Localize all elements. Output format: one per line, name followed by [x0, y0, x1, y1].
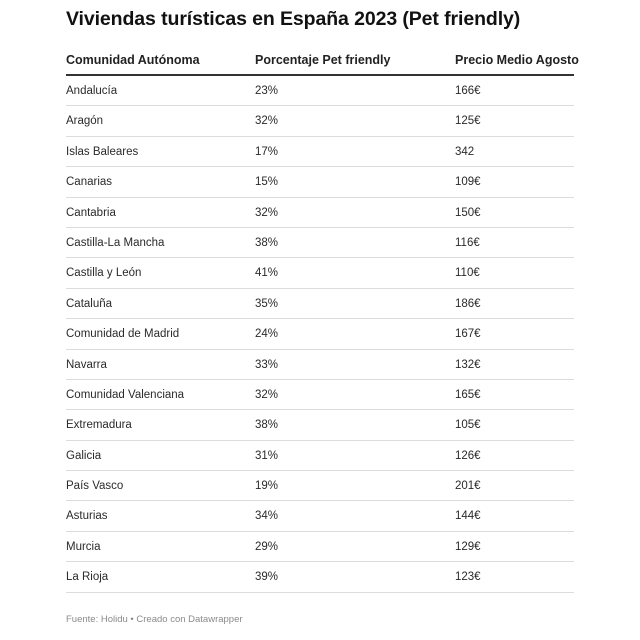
table-row	[66, 501, 574, 531]
table-row	[66, 137, 574, 167]
region-cell: Murcia	[66, 540, 101, 553]
price-cell: 342	[455, 145, 475, 158]
region-cell: País Vasco	[66, 480, 124, 493]
table-row	[66, 441, 574, 471]
region-cell: Castilla-La Mancha	[66, 236, 165, 249]
table-row	[66, 562, 574, 592]
data-table	[66, 44, 579, 593]
pet-friendly-cell: 38%	[255, 419, 279, 432]
chart-title: Viviendas turísticas en España 2023 (Pet friendly)	[66, 8, 521, 30]
price-cell: 123€	[455, 571, 481, 584]
region-cell: Aragón	[66, 115, 104, 128]
price-cell: 105€	[455, 419, 481, 432]
pet-friendly-cell: 15%	[255, 176, 279, 189]
table-row	[66, 198, 574, 228]
price-cell: 166€	[455, 85, 481, 97]
table-row	[66, 289, 574, 319]
pet-friendly-cell: 24%	[255, 328, 279, 341]
column-header-pet-friendly: Porcentaje Pet friendly	[255, 53, 391, 67]
price-cell: 186€	[455, 297, 481, 310]
pet-friendly-cell: 39%	[255, 571, 279, 584]
table-row	[66, 167, 574, 197]
price-cell: 132€	[455, 358, 481, 371]
region-cell: Comunidad de Madrid	[66, 328, 180, 341]
table-row	[66, 258, 574, 288]
pet-friendly-cell: 17%	[255, 145, 279, 158]
pet-friendly-cell: 35%	[255, 297, 279, 310]
region-cell: La Rioja	[66, 571, 109, 584]
region-cell: Canarias	[66, 176, 113, 189]
table-row	[66, 532, 574, 562]
price-cell: 165€	[455, 388, 481, 401]
region-cell: Islas Baleares	[66, 145, 139, 158]
price-cell: 125€	[455, 115, 481, 128]
region-cell: Asturias	[66, 510, 108, 523]
table-row	[66, 380, 574, 410]
region-cell: Cataluña	[66, 297, 113, 310]
pet-friendly-cell: 31%	[255, 449, 279, 462]
region-cell: Cantabria	[66, 206, 116, 219]
region-cell: Extremadura	[66, 419, 132, 432]
table-body	[66, 76, 574, 593]
pet-friendly-cell: 29%	[255, 540, 279, 553]
table-row	[66, 319, 574, 349]
region-cell: Comunidad Valenciana	[66, 388, 185, 401]
table-row	[66, 410, 574, 440]
table-row	[66, 350, 574, 380]
pet-friendly-cell: 32%	[255, 206, 279, 219]
price-cell: 110€	[455, 267, 480, 280]
column-header-region: Comunidad Autónoma	[66, 53, 200, 67]
pet-friendly-cell: 33%	[255, 358, 279, 371]
source-footer: Fuente: Holidu • Creado con Datawrapper	[66, 614, 243, 625]
price-cell: 109€	[455, 176, 481, 189]
price-cell: 126€	[455, 449, 481, 462]
table-row	[66, 76, 574, 106]
price-cell: 144€	[455, 510, 481, 523]
region-cell: Navarra	[66, 358, 107, 371]
pet-friendly-cell: 32%	[255, 115, 279, 128]
region-cell: Castilla y León	[66, 267, 142, 280]
price-cell: 167€	[455, 328, 481, 341]
pet-friendly-cell: 34%	[255, 510, 279, 523]
table-row	[66, 228, 574, 258]
table-row	[66, 471, 574, 501]
table-header	[66, 44, 579, 76]
region-cell: Galicia	[66, 449, 102, 462]
region-cell: Andalucía	[66, 85, 118, 97]
pet-friendly-cell: 19%	[255, 480, 279, 493]
price-cell: 150€	[455, 206, 481, 219]
price-cell: 129€	[455, 540, 481, 553]
price-cell: 116€	[455, 236, 480, 249]
column-header-price: Precio Medio Agosto	[455, 53, 579, 67]
pet-friendly-cell: 41%	[255, 267, 279, 280]
pet-friendly-cell: 32%	[255, 388, 279, 401]
pet-friendly-cell: 23%	[255, 85, 279, 97]
table-row	[66, 106, 574, 136]
pet-friendly-cell: 38%	[255, 236, 279, 249]
price-cell: 201€	[455, 480, 481, 493]
